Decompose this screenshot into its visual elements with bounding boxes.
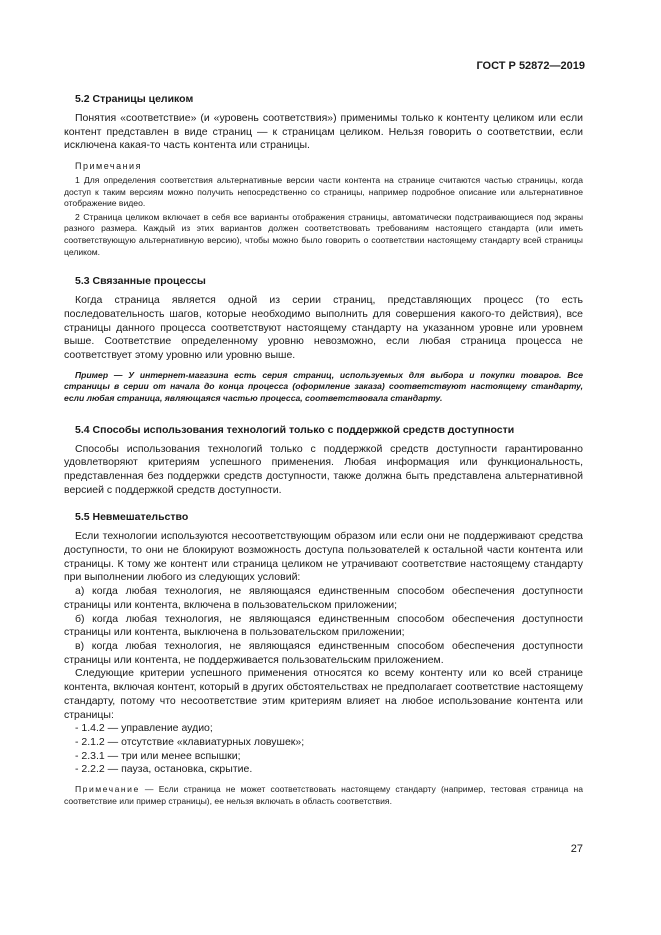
list-item: - 2.3.1 — три или менее вспышки; xyxy=(75,749,241,762)
condition-b: б) когда любая технология, не являющаяся единственным способом обеспечения доступности страницы или контента, выключена в пользовательском приложении; xyxy=(64,612,583,639)
note-2: 2 Страница целиком включает в себя все варианты отображения страницы, автоматически подстраивающиеся под экраны разного размера. Каждый из этих вариантов должен соответствовать требованиям настоящего стандарта (или иметь соответствующую альтернативную версию), чтобы можно было говорить о соответствии настоящему стандарту всей страницы целиком. xyxy=(64,211,583,257)
list-item: - 1.4.2 — управление аудио; xyxy=(75,722,213,735)
condition-a: а) когда любая технология, не являющаяся единственным способом обеспечения доступности страницы или контента, включена в пользовательском приложении; xyxy=(64,585,583,611)
section-title: 5.2 Страницы целиком xyxy=(75,93,194,105)
note-label: Примечание xyxy=(75,784,140,795)
paragraph: Если технологии используются несоответствующим образом или если они не поддерживают средства доступности, то они не блокируют возможность доступа пользователей к остальной части контента или страницы. К тому же контент или страница целиком не утрачивают соответствие настоящему стандарту при выполнении любого из следующих условий: xyxy=(64,530,583,584)
document-code: ГОСТ Р 52872—2019 xyxy=(476,60,585,72)
example: Пример — У интернет-магазина есть серия страниц, используемых для выбора и покупки товаров. Все страницы в серии от начала до конца процесса (оформление заказа) соответствуют настоящему стандарту, если любая страница, являющаяся частью процесса, соответствовала стандарту. xyxy=(64,369,583,403)
notes-heading: Примечания xyxy=(75,161,142,172)
section-title: 5.5 Невмешательство xyxy=(75,511,189,524)
section-title: 5.3 Связанные процессы xyxy=(75,275,206,288)
condition-c: в) когда любая технология, не являющаяся единственным способом обеспечения доступности страницы или контента, не поддерживается пользовательским приложением. xyxy=(64,640,583,666)
paragraph: Понятия «соответствие» (и «уровень соответствия») применимы только к контенту целиком или если контент представлен в виде страниц — к страницам целиком. Нельзя говорить о соответствии, если исключена какая-то часть контента или страницы. xyxy=(64,112,583,152)
page-number: 27 xyxy=(570,843,583,855)
note-text: — Если страница не может соответствовать настоящему стандарту (например, тестовая страница на соответствие или пример страницы), ее нельзя включать в область соответствия. xyxy=(64,784,583,806)
section-5-3 xyxy=(64,275,583,404)
section-5-5 xyxy=(64,511,583,807)
section-5-4 xyxy=(64,424,583,498)
final-note xyxy=(64,784,583,807)
section-5-2 xyxy=(64,93,583,258)
paragraph: Способы использования технологий только с поддержкой средств доступности гарантированно удовлетворяют критериям успешного применения. Любая информация или функциональность, представленная без поддержки средств доступности, также должна быть представлена альтернативной версией с поддержкой средств доступности. xyxy=(64,442,583,496)
list-item: - 2.1.2 — отсутствие «клавиатурных ловушек»; xyxy=(75,735,305,748)
criteria-list xyxy=(64,722,583,777)
paragraph: Следующие критерии успешного применения относятся ко всему контенту или ко всей странице контента, включая контент, который в других обстоятельствах не предполагает соответствие настоящему стандарту, потому что несоответствие этим критериям влияет на любое использование контента или страницы: xyxy=(64,667,583,721)
list-item: - 2.2.2 — пауза, остановка, скрытие. xyxy=(75,763,253,776)
section-title: 5.4 Способы использования технологий только с поддержкой средств доступности xyxy=(75,423,515,436)
paragraph: Когда страница является одной из серии страниц, представляющих процесс (то есть последовательность шагов, которые необходимо выполнить для совершения какого-то действия), все страницы данного процесса соответствуют настоящему стандарту на указанном уровне или уровнем выше. Соответствие определенному уровню невозможно, если любая страница процесса не соответствует этому уровню или уровню выше. xyxy=(64,294,583,362)
note-1: 1 Для определения соответствия альтернативные версии части контента на странице считаются частью страницы, когда доступ к таким версиям можно получить непосредственно со страницы, например подробное описание или альтернативное отображение видео. xyxy=(64,175,583,209)
